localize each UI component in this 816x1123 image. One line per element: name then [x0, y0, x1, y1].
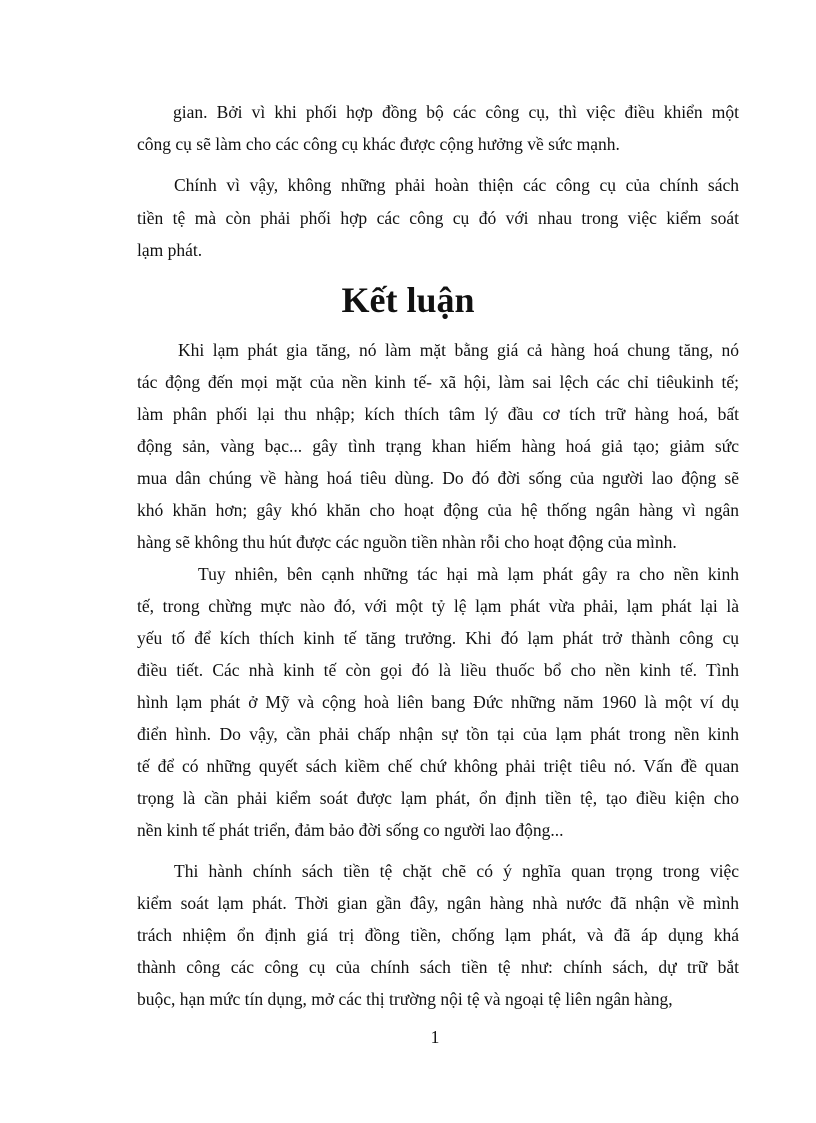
text-line: điển hình. Do vậy, cần phải chấp nhận sự tồn tại của lạm phát trong nền kinh — [137, 724, 739, 744]
text-line: buộc, hạn mức tín dụng, mở các thị trường nội tệ và ngoại tệ liên ngân hàng, — [137, 989, 673, 1009]
text-line: Thi hành chính sách tiền tệ chặt chẽ có ý nghĩa quan trọng trong việc — [174, 861, 739, 881]
text-line: thành công các công cụ của chính sách tiền tệ như: chính sách, dự trữ bắt — [137, 957, 739, 977]
text-line: tế để có những quyết sách kiềm chế chứ không phải triệt tiêu nó. Vấn đề quan — [137, 756, 739, 776]
text-line: công cụ sẽ làm cho các công cụ khác được cộng hưởng về sức mạnh. — [137, 134, 620, 154]
text-line: làm phân phối lại thu nhập; kích thích tâm lý đầu cơ tích trữ hàng hoá, bất — [137, 404, 739, 424]
text-line: mua dân chúng về hàng hoá tiêu dùng. Do đó đời sống của người lao động sẽ — [137, 468, 739, 488]
text-line: tác động đến mọi mặt của nền kinh tế- xã hội, làm sai lệch các chỉ tiêukinh tế; — [137, 372, 739, 392]
text-line: Khi lạm phát gia tăng, nó làm mặt bằng giá cả hàng hoá chung tăng, nó — [178, 340, 739, 360]
text-line: điều tiết. Các nhà kinh tế còn gọi đó là liều thuốc bổ cho nền kinh tế. Tình — [137, 660, 739, 680]
text-line: hình lạm phát ở Mỹ và cộng hoà liên bang Đức những năm 1960 là một ví dụ — [137, 692, 739, 712]
text-line: lạm phát. — [137, 240, 203, 260]
text-line: yếu tố để kích thích kinh tế tăng trưởng. Khi đó lạm phát trở thành công cụ — [137, 628, 739, 648]
text-line: gian. Bởi vì khi phối hợp đồng bộ các công cụ, thì việc điều khiển một — [173, 102, 739, 122]
text-line: Tuy nhiên, bên cạnh những tác hại mà lạm phát gây ra cho nền kinh — [198, 564, 739, 584]
text-line: tế, trong chừng mực nào đó, với một tỷ lệ lạm phát vừa phải, lạm phát lại là — [137, 596, 739, 616]
page-number: 1 — [430, 1027, 440, 1047]
text-line: Chính vì vậy, không những phải hoàn thiện các công cụ của chính sách — [174, 175, 739, 195]
text-line: tiền tệ mà còn phải phối hợp các công cụ đó với nhau trong việc kiểm soát — [137, 208, 739, 228]
section-heading: Kết luận — [341, 280, 475, 320]
text-line: động sản, vàng bạc... gây tình trạng khan hiếm hàng hoá giả tạo; giảm sức — [137, 436, 739, 456]
text-line: khó khăn hơn; gây khó khăn cho hoạt động của hệ thống ngân hàng vì ngân — [137, 500, 739, 520]
text-line: kiểm soát lạm phát. Thời gian gần đây, ngân hàng nhà nước đã nhận về mình — [137, 893, 739, 913]
text-line: trọng là cần phải kiểm soát được lạm phát, ổn định tiền tệ, tạo điều kiện cho — [137, 788, 739, 808]
text-line: hàng sẽ không thu hút được các nguồn tiền nhàn rỗi cho hoạt động của mình. — [137, 532, 677, 552]
text-line: trách nhiệm ổn định giá trị đồng tiền, chống lạm phát, và đã áp dụng khá — [137, 925, 739, 945]
text-line: nền kinh tế phát triển, đảm bảo đời sống co người lao động... — [137, 820, 564, 840]
